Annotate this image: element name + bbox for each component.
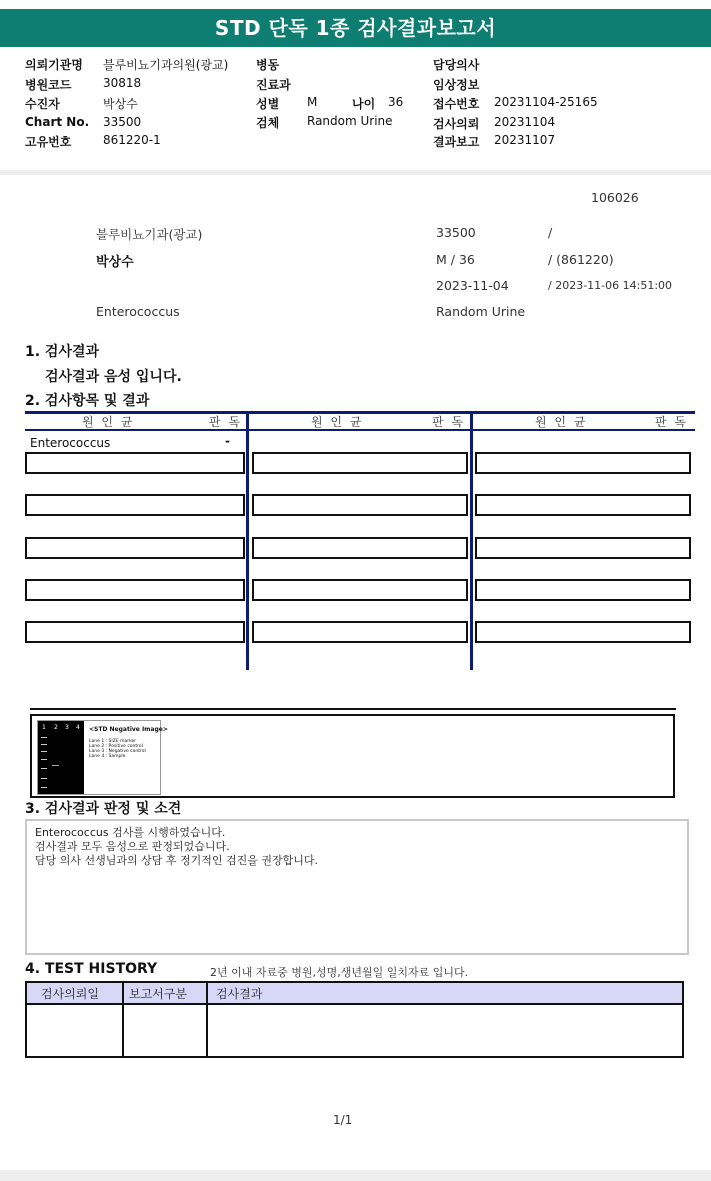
- result-cell: [25, 579, 245, 601]
- body-chart-no: 33500: [436, 225, 476, 240]
- col-judgement-3: 판 독: [655, 415, 688, 429]
- gel-image: [37, 720, 168, 795]
- report-date-value: 20231107: [494, 133, 556, 147]
- receipt-value: 20231104-25165: [494, 95, 598, 109]
- result-summary: 검사결과 음성 입니다.: [45, 369, 182, 385]
- organism-result: -: [225, 434, 230, 448]
- clinical-label: 임상정보: [433, 78, 480, 92]
- age-label: 나이: [352, 97, 376, 111]
- lane-label: 1: [42, 724, 46, 731]
- chart-label: Chart No.: [25, 115, 90, 129]
- ward-label: 병동: [256, 58, 280, 72]
- body-sex-age: M / 36: [436, 252, 475, 267]
- history-note: 2년 이내 자료중 병원,성명,생년월일 일치자료 입니다.: [210, 966, 469, 979]
- result-cell: [25, 494, 245, 516]
- sex-label: 성별: [256, 97, 280, 111]
- section3-title: 3. 검사결과 판정 및 소견: [25, 801, 182, 817]
- marker-band: [41, 744, 47, 745]
- body-slash: /: [548, 225, 553, 240]
- col-organism-3: 원 인 균: [535, 415, 588, 429]
- specimen-label: 검체: [256, 116, 280, 130]
- body-institution: 블루비뇨기과(광교): [96, 227, 203, 242]
- doc-number: 106026: [591, 190, 639, 205]
- body-unique: / (861220): [548, 252, 614, 267]
- hospital-code-label: 병원코드: [25, 78, 72, 92]
- opinion-line: Enterococcus 검사를 시행하였습니다.: [35, 826, 226, 839]
- body-reported: / 2023-11-06 14:51:00: [548, 279, 673, 292]
- report-title: STD 단독 1종 검사결과보고서: [0, 9, 711, 47]
- body-collected: 2023-11-04: [436, 278, 509, 293]
- marker-band: [41, 787, 47, 788]
- result-cell: [252, 579, 468, 601]
- lane-label: 3: [65, 724, 69, 731]
- hospital-code-value: 30818: [103, 76, 142, 90]
- result-cell: [475, 452, 691, 474]
- unique-value: 861220-1: [103, 133, 161, 147]
- section1-title: 1. 검사결과: [25, 344, 100, 360]
- institution-label: 의뢰기관명: [25, 58, 83, 72]
- history-col-result: 검사결과: [216, 987, 263, 1001]
- result-cell: [252, 621, 468, 643]
- marker-band: [41, 768, 47, 769]
- result-cell: [252, 537, 468, 559]
- marker-band: [41, 751, 47, 752]
- result-cell: [25, 452, 245, 474]
- opinion-line: 담당 의사 선생님과의 상담 후 정기적인 검진을 권장합니다.: [35, 854, 318, 867]
- lane-label: 2: [54, 724, 58, 731]
- result-cell: [475, 621, 691, 643]
- control-band: [52, 765, 59, 766]
- marker-band: [41, 778, 47, 779]
- gel-legend-item: Lane 4 : Sample: [89, 754, 126, 759]
- col-judgement-1: 판 독: [209, 415, 242, 429]
- col-judgement-2: 판 독: [432, 415, 465, 429]
- gel-legend-item: Lane 2 : Positive control: [89, 744, 143, 749]
- report-header: [0, 0, 711, 170]
- result-cell: [475, 579, 691, 601]
- sex-value: M: [307, 95, 318, 109]
- marker-band: [41, 759, 47, 760]
- result-table-divider-1: [246, 411, 249, 670]
- col-organism-2: 원 인 균: [311, 415, 364, 429]
- gel-rule: [30, 708, 676, 710]
- gel-legend-item: Lane 3 : Negative control: [89, 749, 146, 754]
- result-cell: [475, 494, 691, 516]
- gel-legend-item: Lane 1 : SIZE marker: [89, 739, 137, 744]
- history-header: [27, 983, 682, 1005]
- request-value: 20231104: [494, 115, 556, 129]
- history-col-date: 검사의뢰일: [41, 987, 99, 1001]
- patient-value: 박상수: [103, 97, 138, 111]
- result-cell: [475, 537, 691, 559]
- section4-title: 4. TEST HISTORY: [25, 961, 158, 977]
- history-col-type: 보고서구분: [129, 987, 187, 1001]
- lane-label: 4: [76, 724, 80, 731]
- col-organism-1: 원 인 균: [82, 415, 135, 429]
- result-cell: [25, 537, 245, 559]
- history-divider: [122, 983, 124, 1056]
- result-cell: [252, 452, 468, 474]
- result-table-divider-2: [470, 411, 473, 670]
- result-cell: [252, 494, 468, 516]
- unique-label: 고유번호: [25, 135, 72, 149]
- institution-value: 블루비뇨기과의원(광교): [103, 58, 229, 72]
- organism-name: Enterococcus: [30, 436, 111, 450]
- history-divider: [206, 983, 208, 1056]
- body-patient: 박상수: [96, 255, 134, 270]
- body-specimen: Random Urine: [436, 304, 526, 319]
- result-cell: [25, 621, 245, 643]
- report-date-label: 결과보고: [433, 135, 480, 149]
- request-label: 검사의뢰: [433, 117, 480, 131]
- dept-label: 진료과: [256, 78, 291, 92]
- chart-value: 33500: [103, 115, 142, 129]
- marker-band: [41, 737, 47, 738]
- specimen-value: Random Urine: [307, 114, 393, 128]
- doctor-label: 담당의사: [433, 58, 480, 72]
- patient-label: 수진자: [25, 97, 60, 111]
- gel-lanes: [38, 721, 84, 794]
- page-number: 1/1: [333, 1113, 353, 1127]
- section2-title: 2. 검사항목 및 결과: [25, 393, 150, 409]
- receipt-label: 접수번호: [433, 97, 480, 111]
- body-test-name: Enterococcus: [96, 304, 180, 319]
- history-table: [25, 981, 684, 1058]
- opinion-box: [25, 819, 689, 955]
- opinion-line: 검사결과 모두 음성으로 판정되었습니다.: [35, 840, 230, 853]
- gel-caption: <STD Negative Image>: [89, 726, 168, 733]
- age-value: 36: [388, 95, 404, 109]
